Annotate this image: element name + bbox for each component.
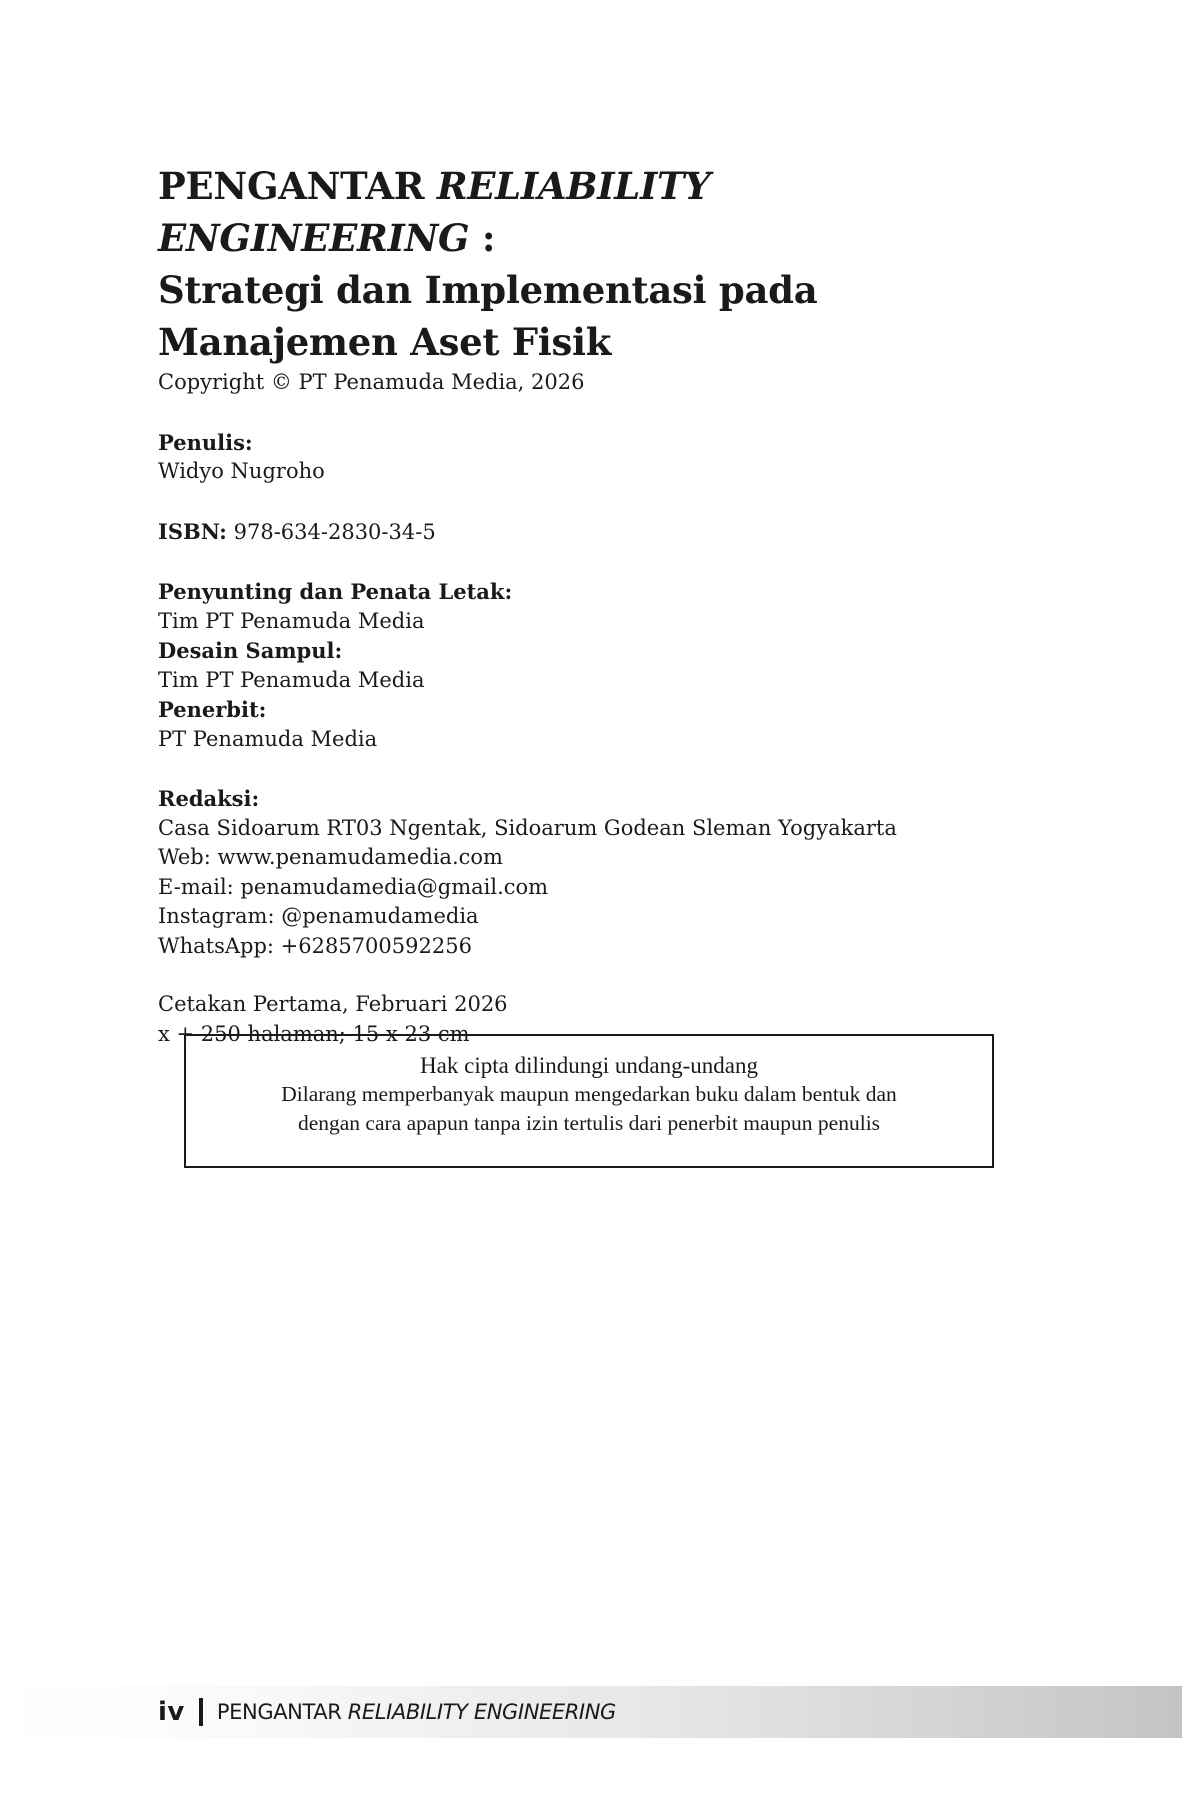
notice-line-1: Hak cipta dilindungi undang-undang: [420, 1053, 758, 1078]
title-part-3: :: [469, 216, 496, 260]
edition-pages: x + 250 halaman; 15 x 23 cm: [158, 1021, 470, 1046]
cover-label: Desain Sampul:: [158, 638, 343, 663]
page-footer: [158, 1689, 616, 1735]
editor-value: Tim PT Penamuda Media: [158, 608, 425, 633]
redaksi-instagram: Instagram: @penamudamedia: [158, 904, 479, 928]
author-name: Widyo Nugroho: [158, 459, 325, 483]
notice-line-2: Dilarang memperbanyak maupun mengedarkan buku dalam bentuk dan: [281, 1082, 897, 1106]
title-part-1: PENGANTAR: [158, 164, 437, 208]
imprint-page: [158, 160, 1018, 1049]
redaksi-label: Redaksi:: [158, 786, 260, 811]
editor-label: Penyunting dan Penata Letak:: [158, 579, 513, 604]
footer-separator: [199, 1698, 203, 1726]
author-label: Penulis:: [158, 429, 253, 455]
redaksi-address: Casa Sidoarum RT03 Ngentak, Sidoarum Godean Sleman Yogyakarta: [158, 815, 897, 840]
title-part-2-italic: RELIABILITY ENGINEERING: [158, 164, 711, 260]
publisher-value: PT Penamuda Media: [158, 726, 378, 751]
running-head-plain: PENGANTAR: [216, 1700, 348, 1724]
notice-line-3: dengan cara apapun tanpa izin tertulis dari penerbit maupun penulis: [297, 1111, 881, 1135]
isbn-line: [158, 517, 1018, 548]
edition-printing: Cetakan Pertama, Februari 2026: [158, 992, 508, 1016]
isbn-value: 978-634-2830-34-5: [226, 519, 436, 544]
isbn-label: ISBN:: [158, 518, 227, 544]
redaksi-web: Web: www.penamudamedia.com: [158, 845, 503, 869]
title-line-2: Strategi dan Implementasi pada: [158, 268, 818, 312]
running-head-italic: RELIABILITY ENGINEERING: [347, 1700, 616, 1724]
running-head: [217, 1700, 616, 1724]
title-line-3: Manajemen Aset Fisik: [158, 320, 612, 364]
page-number: iv: [158, 1697, 185, 1727]
redaksi-whatsapp: WhatsApp: +6285700592256: [158, 933, 472, 958]
book-title: [158, 160, 1018, 368]
copyright-line: Copyright © PT Penamuda Media, 2026: [158, 370, 585, 394]
publisher-label: Penerbit:: [158, 697, 267, 722]
copyright-notice-box: [184, 1034, 994, 1168]
cover-value: Tim PT Penamuda Media: [158, 667, 425, 692]
redaksi-email: E-mail: penamudamedia@gmail.com: [158, 874, 549, 899]
